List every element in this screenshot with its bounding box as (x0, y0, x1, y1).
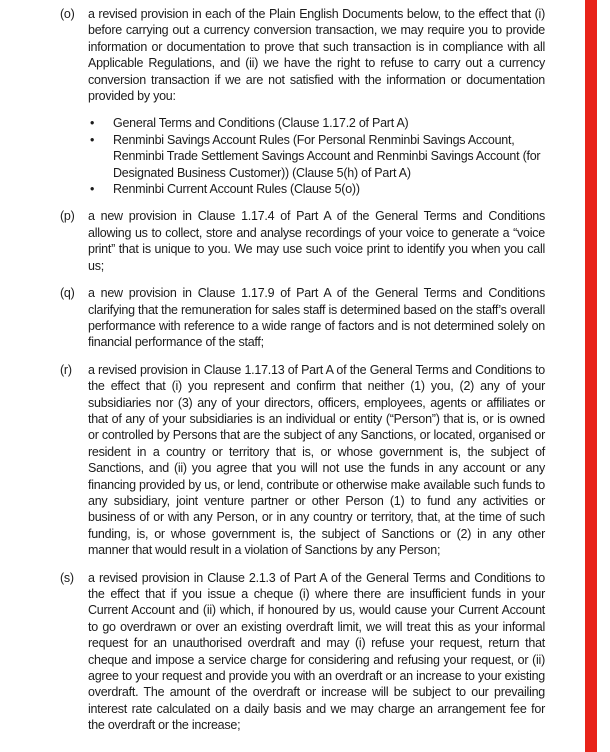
paragraph-body (88, 208, 545, 274)
terms-content (60, 6, 545, 745)
paragraph-label: (o) (60, 7, 75, 21)
list-item (88, 132, 545, 181)
paragraph-label: (r) (60, 362, 72, 377)
bullet-icon: • (90, 116, 95, 131)
list-item (88, 181, 545, 197)
provision-paragraph-s (60, 570, 545, 734)
bullet-icon: • (90, 182, 95, 197)
list-item-text: General Terms and Conditions (Clause 1.17.2 of Part A) (113, 116, 409, 131)
list-item-text: Renminbi Savings Account Rules (For Personal Renminbi Savings Account, Renminbi Trade Settlement Savings Account and Renminbi Savings Account (for Designated Business Customer)) (Clause 5(h) of Part A) (113, 132, 541, 180)
paragraph-text: a revised provision in Clause 1.17.13 of Part A of the General Terms and Conditions to the effect that (i) you represent and confirm that neither (1) you, (2) any of your subsidiaries nor (3) any of your directors, officers, employees, agents or affiliates or that of any of your subsidiaries is an individual or entity (“Person”) that is, or is owned or controlled by Persons that are the subject of any Sanctions, or located, organised or resident in a country or territory that is, or whose government is, the subject of Sanctions, and (ii) you agree that you will not use the funds in any account or any financing provided by us, or lend, contribute or otherwise make available such funds to any subsidiary, joint venture partner or other Person (1) to fund any activities or business of or with any Person, or in any country or territory, that, at the time of such funding, is, or whose government is, the subject of Sanctions or (2) in any other manner that would result in a violation of Sanctions by any Person; (88, 362, 545, 558)
list-item-text: Renminbi Current Account Rules (Clause 5(o)) (113, 182, 360, 197)
provision-paragraph-p (60, 208, 545, 274)
paragraph-label: (q) (60, 286, 75, 301)
plain-english-documents-list (88, 115, 545, 197)
list-item (88, 115, 545, 131)
paragraph-body (88, 6, 545, 197)
paragraph-label: (s) (60, 570, 74, 585)
paragraph-text: a new provision in Clause 1.17.9 of Part A of the General Terms and Conditions clarifying that the remuneration for sales staff is determined based on the staff’s overall performance with reference to a wide range of factors and is not determined solely on financial performance of the staff; (88, 286, 545, 350)
bullet-icon: • (90, 132, 95, 147)
provision-paragraph-r (60, 362, 545, 559)
paragraph-text: a new provision in Clause 1.17.4 of Part A of the General Terms and Conditions allowing us to collect, store and analyse recordings of your voice to generate a “voice print” that is unique to you. We may use such voice print to identify you when you call us; (88, 209, 545, 273)
paragraph-body (88, 362, 545, 559)
paragraph-body (88, 570, 545, 734)
paragraph-label: (p) (60, 209, 75, 224)
provision-paragraph-q (60, 285, 545, 351)
paragraph-body (88, 285, 545, 351)
paragraph-text: a revised provision in each of the Plain English Documents below, to the effect that (i) before carrying out a currency conversion transaction, we may require you to provide information or documentation to prove that such transaction is in compliance with all Applicable Regulations, and (ii) we have the right to refuse to carry out a currency conversion transaction if we are not satisfied with the information or documentation provided by you: (88, 7, 545, 104)
provision-paragraph-o (60, 6, 545, 197)
red-accent-bar (585, 0, 597, 752)
paragraph-text: a revised provision in Clause 2.1.3 of Part A of the General Terms and Conditions to the effect that if you issue a cheque (i) where there are insufficient funds in your Current Account and (ii) which, if honoured by us, would cause your Current Account to go overdrawn or over an existing overdraft limit, we will treat this as your informal request for an unauthorised overdraft and may (i) refuse your request, return that cheque and impose a service charge for considering and refusing your request, or (ii) agree to your request and provide you with an overdraft or an increase to your existing overdraft. The amount of the overdraft or increase will be subject to our prevailing interest rate calculated on a daily basis and we may charge an arrangement fee for the overdraft or the increase; (88, 570, 545, 733)
